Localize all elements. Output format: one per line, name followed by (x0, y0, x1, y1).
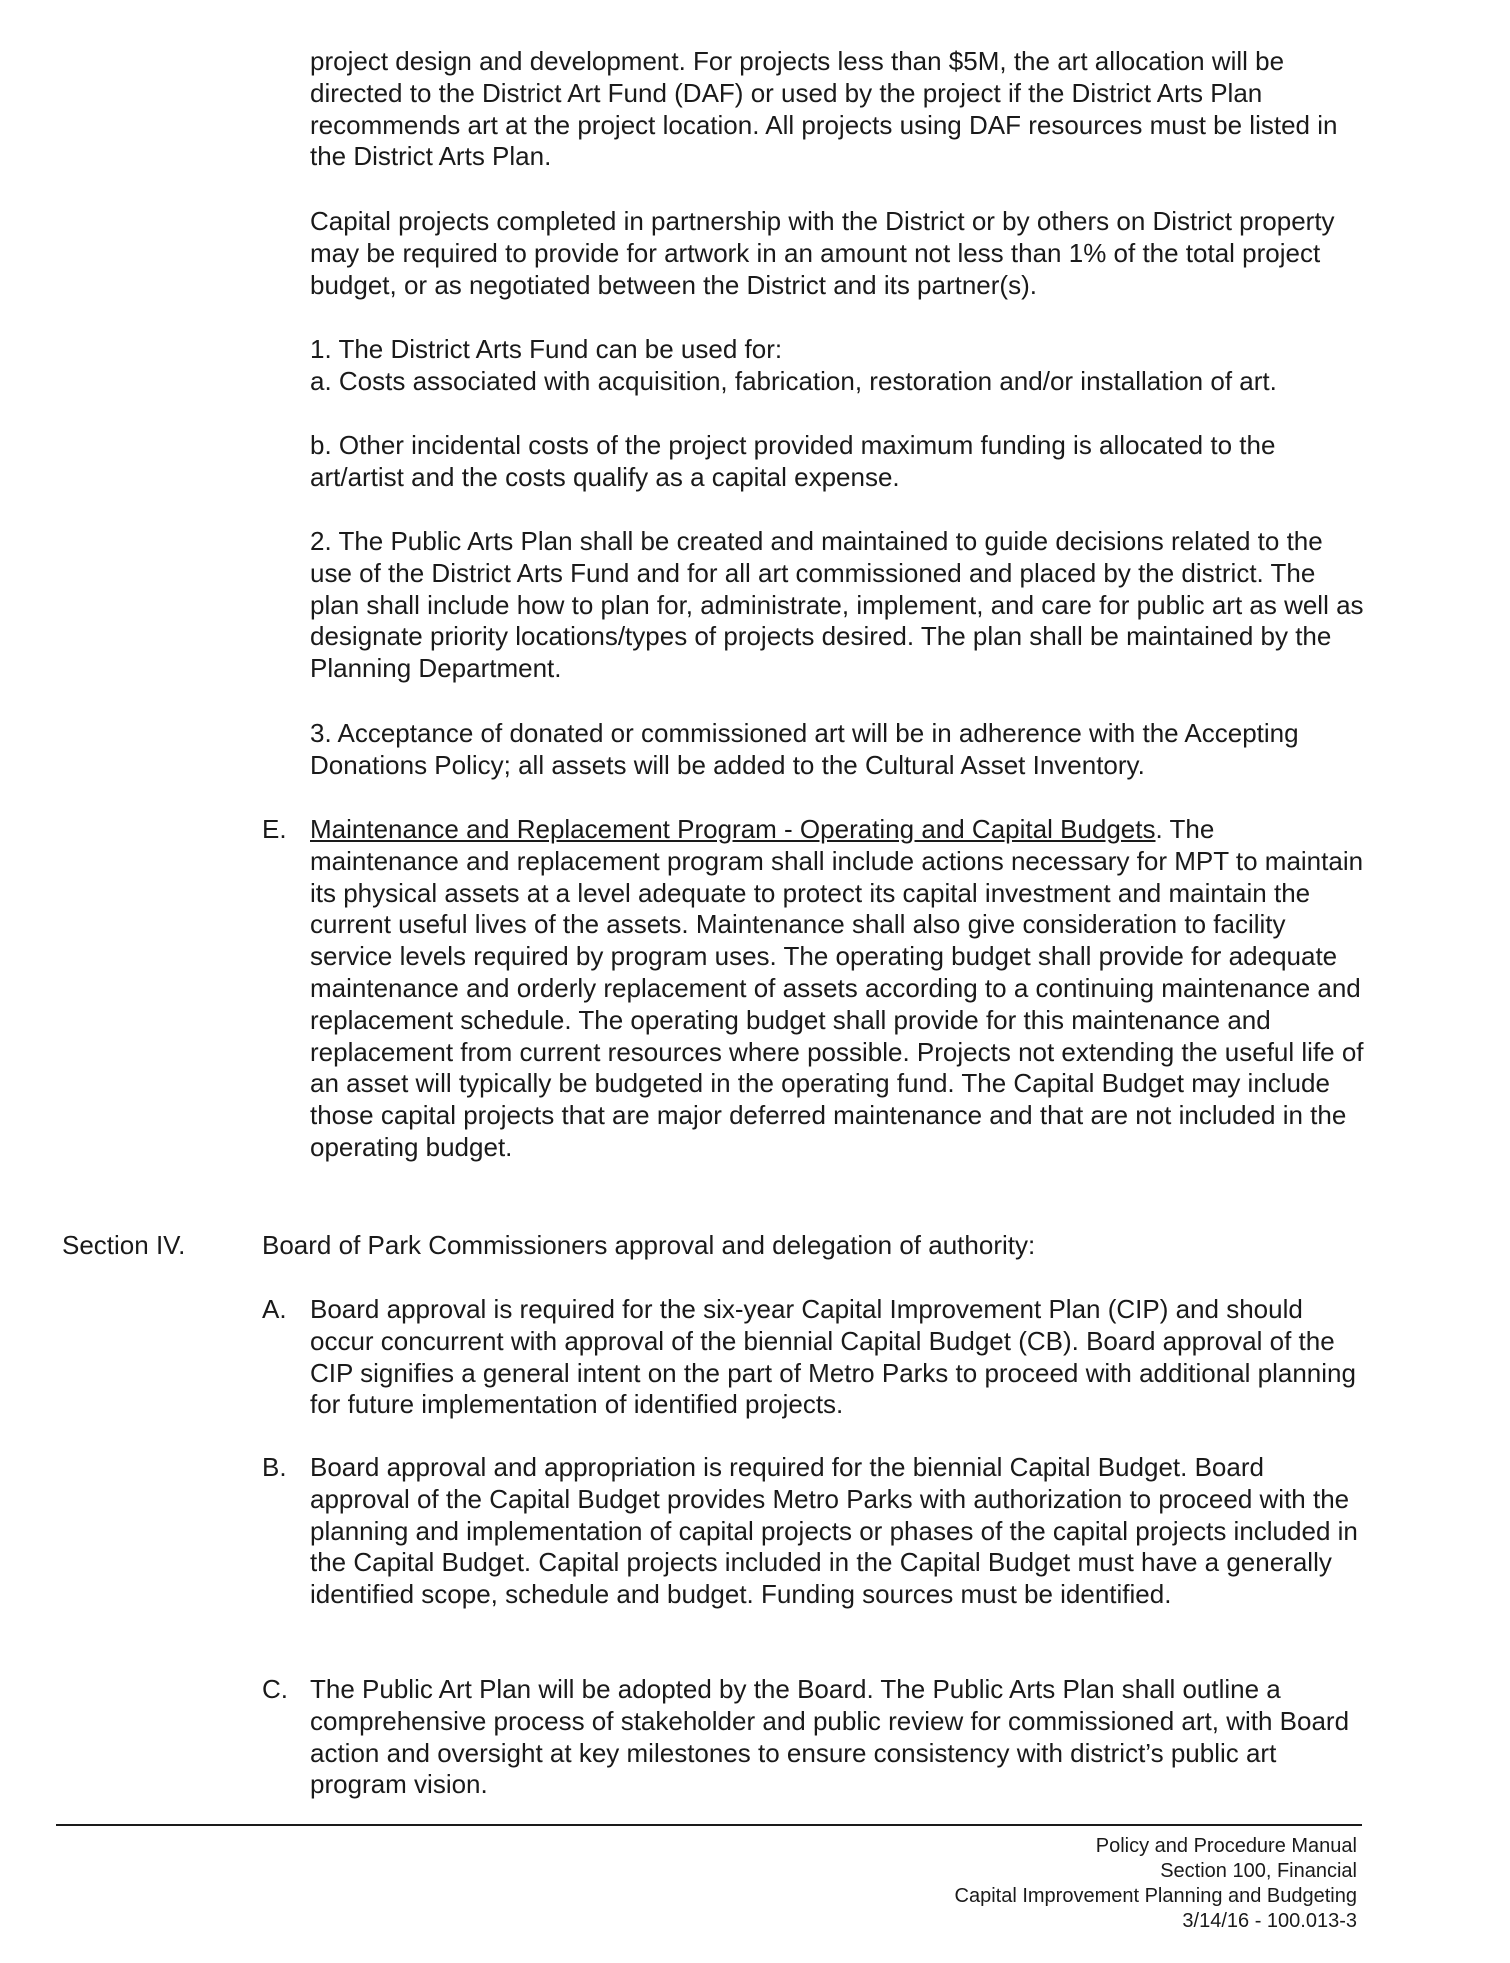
footer-chapter: Capital Improvement Planning and Budgeting (954, 1885, 1357, 1907)
paragraph-art-allocation: project design and development. For projects less than $5M, the art allocation will be directed to the District Art Fund (DAF) or used by the project if the District Arts Plan recommends art at the project location. All projects using DAF resources must be listed in the District Arts Plan. (310, 46, 1338, 172)
section-iv-heading: Board of Park Commissioners approval and delegation of authority: (262, 1230, 1036, 1260)
list-letter-a: A. (262, 1294, 287, 1324)
list-letter-e: E. (262, 814, 287, 844)
footer-manual-title: Policy and Procedure Manual (1095, 1835, 1357, 1857)
paragraph-arts-fund-uses: 1. The District Arts Fund can be used for: (310, 334, 783, 364)
paragraph-partnership-art: Capital projects completed in partnership with the District or by others on District property may be required to provide for artwork in an amount not less than 1% of the total project budget, or as negotiated between the District and its partner(s). (310, 206, 1335, 300)
paragraph-maintenance-program (310, 814, 1370, 1164)
footer-section: Section 100, Financial (1160, 1860, 1357, 1882)
list-letter-b: B. (262, 1452, 287, 1482)
footer-page-number: 3/14/16 - 100.013-3 (1182, 1910, 1357, 1932)
paragraph-arts-fund-costs: a. Costs associated with acquisition, fabrication, restoration and/or installation of art. (310, 366, 1277, 396)
footer-divider (56, 1824, 1362, 1826)
list-letter-c: C. (262, 1674, 288, 1704)
paragraph-public-art-plan-adoption: The Public Art Plan will be adopted by the Board. The Public Arts Plan shall outline a comprehensive process of stakeholder and public review for commissioned art, with Board action and oversight at key milestones to ensure consistency with district’s public art program vision. (310, 1674, 1350, 1800)
paragraph-board-approval-cip: Board approval is required for the six-year Capital Improvement Plan (CIP) and should occur concurrent with approval of the biennial Capital Budget (CB). Board approval of the CIP signifies a general intent on the part of Metro Parks to proceed with additional planning for future implementation of identified projects. (310, 1294, 1356, 1420)
maintenance-text: . The maintenance and replacement program shall include actions necessary for MPT to maintain its physical assets at a level adequate to protect its capital investment and maintain the current useful lives of the assets. Maintenance shall also give consideration to facility service levels required by program uses. The operating budget shall provide for adequate maintenance and orderly replacement of assets according to a continuing maintenance and replacement schedule. The operating budget shall provide for this maintenance and replacement from current resources where possible. Projects not extending the useful life of an asset will typically be budgeted in the operating fund. The Capital Budget may include those capital projects that are major deferred maintenance and that are not included in the operating budget. (310, 814, 1364, 1162)
paragraph-board-approval-budget: Board approval and appropriation is required for the biennial Capital Budget. Board approval of the Capital Budget provides Metro Parks with authorization to proceed with the planning and implementation of capital projects or phases of the capital projects included in the Capital Budget. Capital projects included in the Capital Budget must have a generally identified scope, schedule and budget. Funding sources must be identified. (310, 1452, 1358, 1610)
maintenance-heading: Maintenance and Replacement Program - Operating and Capital Budgets (310, 814, 1156, 844)
paragraph-public-arts-plan: 2. The Public Arts Plan shall be created and maintained to guide decisions related to the use of the District Arts Fund and for all art commissioned and placed by the district. The plan shall include how to plan for, administrate, implement, and care for public art as well as designate priority locations/types of projects desired. The plan shall be maintained by the Planning Department. (310, 526, 1364, 684)
paragraph-donated-art: 3. Acceptance of donated or commissioned art will be in adherence with the Accepting Donations Policy; all assets will be added to the Cultural Asset Inventory. (310, 718, 1299, 780)
page-footer (955, 1834, 1357, 1934)
paragraph-incidental-costs: b. Other incidental costs of the project provided maximum funding is allocated to the art/artist and the costs qualify as a capital expense. (310, 430, 1276, 492)
section-iv-label: Section IV. (62, 1230, 186, 1260)
